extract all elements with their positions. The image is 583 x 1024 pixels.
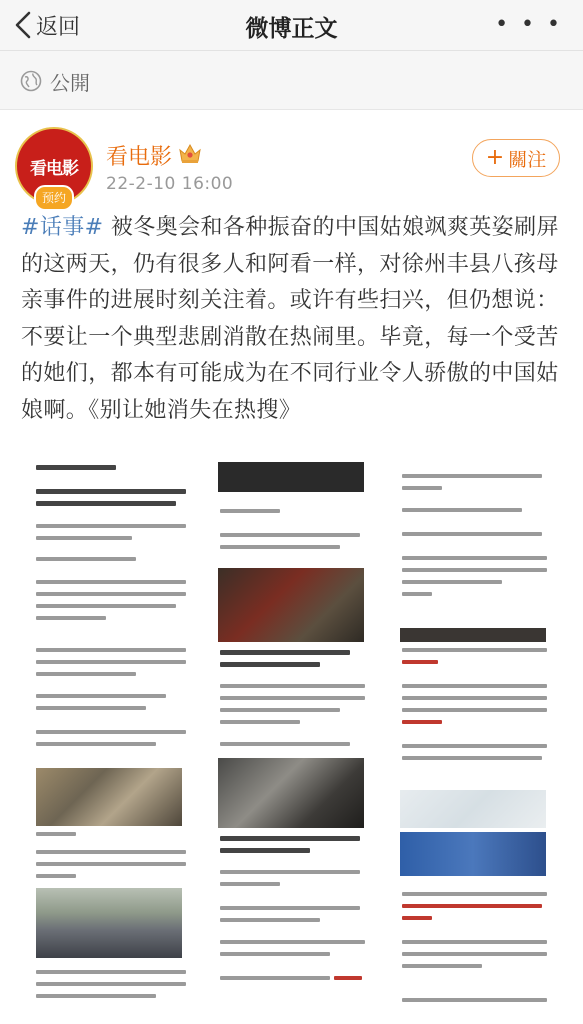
avatar[interactable] xyxy=(15,127,93,205)
top-nav-bar xyxy=(0,0,583,51)
photo-map xyxy=(400,790,546,828)
photo-film-still-1 xyxy=(218,462,364,492)
more-options-button[interactable]: • • • xyxy=(495,12,563,37)
topic-link[interactable]: #话事# xyxy=(21,215,104,240)
author-name[interactable]: 看电影 xyxy=(106,145,173,170)
photo-film-still-2 xyxy=(218,568,364,642)
photo-crowd-umbrellas xyxy=(36,888,182,958)
follow-button[interactable] xyxy=(472,139,560,177)
follow-label: 關注 xyxy=(508,148,547,171)
plus-icon: + xyxy=(485,145,505,170)
page-title: 微博正文 xyxy=(245,16,338,42)
post-header xyxy=(0,110,583,210)
photo-film-still-3 xyxy=(218,758,364,828)
visibility-row xyxy=(0,51,583,110)
photo-village-women xyxy=(36,768,182,826)
crown-badge-icon xyxy=(178,142,202,164)
avatar-logo-text: 看电影 xyxy=(30,158,78,179)
visibility-label: 公開 xyxy=(50,71,90,95)
back-label: 返回 xyxy=(36,14,81,40)
globe-icon xyxy=(20,70,42,92)
post-image-1[interactable] xyxy=(34,462,202,1024)
avatar-badge: 预约 xyxy=(34,185,74,211)
post-body: 被冬奥会和各种振奋的中国姑娘飒爽英姿刷屏的这两天，仍有很多人和阿看一样，对徐州丰县八孩母亲事件的进展时刻关注着。或许有些扫兴，但仍想说：不要让一个典型悲剧消散在热闹里。毕竟，每一个受苦的她们，都本有可能成为在不同行业令人骄傲的中国姑娘啊。《别让她消失在热搜》 xyxy=(21,215,559,423)
post-images xyxy=(0,462,583,1024)
photo-banner xyxy=(400,628,546,642)
post-image-2[interactable] xyxy=(218,462,386,1024)
post-text xyxy=(21,210,566,429)
photo-press-conference xyxy=(400,832,546,876)
post-timestamp: 22-2-10 16:00 xyxy=(106,174,234,194)
post-image-3[interactable] xyxy=(400,462,568,1024)
